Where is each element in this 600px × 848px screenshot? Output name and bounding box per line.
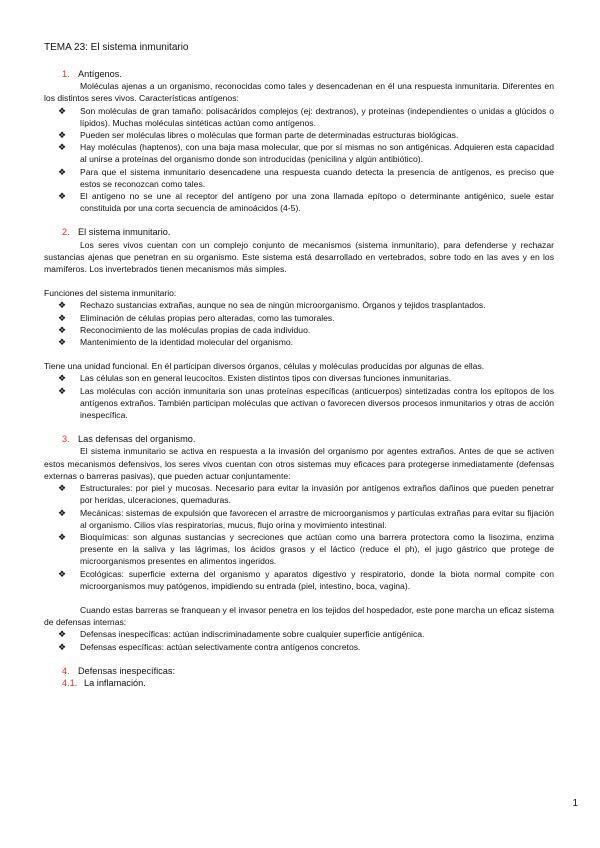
section-2-intro: Los seres vivos cuentan con un complejo conjunto de mecanismos (sistema inmunitario), para defenderse y rechazar sustancias ajenas que penetran en su organismo. Este sistema está desarrollado en vertebrados, sobre todo en las aves y en los mamíferos. Los invertebrados tienen mecanismos más simples. <box>44 239 554 275</box>
diamond-bullet-icon: ❖ <box>58 568 67 579</box>
section-number: 4. <box>62 665 70 676</box>
diamond-bullet-icon: ❖ <box>58 312 67 323</box>
diamond-bullet-icon: ❖ <box>58 629 67 640</box>
unidad-list <box>44 372 554 421</box>
section-4-heading <box>62 665 554 677</box>
funciones-list <box>44 299 554 348</box>
section-3-heading <box>62 433 554 445</box>
diamond-bullet-icon: ❖ <box>58 385 67 396</box>
list-item: ❖ Para que el sistema inmunitario desencadene una respuesta cuando detecta la presencia de antígenos, es preciso que estos se reconozcan como tales. <box>58 166 554 189</box>
diamond-bullet-icon: ❖ <box>58 641 67 652</box>
subsection-4-1-heading <box>62 677 554 689</box>
section-number: 2. <box>62 227 70 238</box>
document-title: TEMA 23: El sistema inmunitario <box>44 42 189 53</box>
section-title: Las defensas del organismo. <box>78 434 196 445</box>
section-3-outro: Cuando estas barreras se franquean y el invasor penetra en los tejidos del hospedador, este pone marcha un eficaz sistema de defensas internas: <box>44 604 554 628</box>
list-item: ❖ Defensas específicas: actúan selectivamente contra antígenos concretos. <box>58 641 361 652</box>
list-item: ❖ Hay moléculas (haptenos), con una baja masa molecular, que por sí mismas no son antigénicas. Adquieren esta capacidad al unirse a proteínas del organismo donde son introducidas (penicilina y algún antibiótico). <box>58 142 554 165</box>
section-1-intro: Moléculas ajenas a un organismo, reconocidas como tales y desencadenan en él una respuesta inmunitaria. Diferentes en los distintos seres vivos. Características antígenos: <box>44 81 554 104</box>
list-item: ❖ Estructurales: por piel y mucosas. Necesario para evitar la invasión por antígenos extraños dañinos que pueden penetrar por heridas, ulceraciones, quemaduras. <box>58 483 554 506</box>
section-number: 1. <box>62 69 70 79</box>
unidad-intro: Tiene una unidad funcional. En él participan diversos órganos, células y moléculas producidas por algunas de ellas. <box>44 361 485 372</box>
list-item: ❖ Bioquímicas: son algunas sustancias y secreciones que actúan como una barrera protectora como la lisozima, enzima presente en la saliva y las lágrimas, los ácidos grasos y el láctico (reduce el ph), el jugo gástrico que protege de microorganismos presentes en alimentos ingeridos. <box>58 531 554 567</box>
page-number: 1 <box>572 798 578 809</box>
list-item: ❖ Mecánicas: sistemas de expulsión que favorecen el arrastre de microorganismos y partículas extrañas para evitar su fijación al organismo. Cilios vías respiratorias, mucus, flujo orina y movimiento intestinal. <box>58 507 554 530</box>
diamond-bullet-icon: ❖ <box>58 300 67 311</box>
list-item: ❖ Las moléculas con acción inmunitaria son unas proteínas específicas (anticuerpos) sintetizadas contra los epítopos de los antígenos extraños. También participan moléculas que activan o favorecen diversos procesos inmunitarios y otras de acción inespecífica. <box>58 385 554 421</box>
diamond-bullet-icon: ❖ <box>58 105 67 116</box>
section-title: El sistema inmunitario. <box>78 227 171 238</box>
diamond-bullet-icon: ❖ <box>58 166 67 177</box>
section-1-list <box>44 105 554 215</box>
diamond-bullet-icon: ❖ <box>58 483 67 494</box>
section-2-heading <box>62 226 554 238</box>
list-item: ❖ El antígeno no se une al receptor del antígeno por una zona llamada epítopo o determinante antigénico, suele estar constituida por una corta secuencia de aminoácidos (4-5). <box>58 191 554 214</box>
diamond-bullet-icon: ❖ <box>58 507 67 518</box>
list-item: ❖ Eliminación de células propias pero alteradas, como las tumorales. <box>58 312 335 323</box>
section-1-heading <box>62 68 554 80</box>
diamond-bullet-icon: ❖ <box>58 531 67 542</box>
subsection-title: La inflamación. <box>84 677 146 688</box>
diamond-bullet-icon: ❖ <box>58 337 67 348</box>
section-3-list <box>44 482 554 592</box>
diamond-bullet-icon: ❖ <box>58 142 67 153</box>
diamond-bullet-icon: ❖ <box>58 130 67 141</box>
list-item: ❖ Defensas inespecíficas: actúan indiscriminadamente sobre cualquier superficie antigénica. <box>58 629 425 640</box>
diamond-bullet-icon: ❖ <box>58 324 67 335</box>
list-item: ❖ Ecológicas: superficie externa del organismo y aparatos digestivo y respiratorio, donde la biota normal compite con microorganismos muy patógenos, impidiendo su entrada (piel, intestino, boca, vagina). <box>58 568 554 591</box>
section-3-outro-list <box>44 628 554 652</box>
list-item: ❖ Las células son en general leucocitos. Existen distintos tipos con diversas funciones inmunitarias. <box>58 373 452 384</box>
funciones-heading: Funciones del sistema inmunitario: <box>44 288 177 299</box>
list-item: ❖ Pueden ser moléculas libres o moléculas que forman parte de determinadas estructuras biológicas. <box>58 130 459 141</box>
section-title: Antígenos. <box>78 69 122 79</box>
subsection-number: 4.1. <box>62 677 78 688</box>
document-body <box>44 68 554 689</box>
diamond-bullet-icon: ❖ <box>58 191 67 202</box>
list-item: ❖ Mantenimiento de la identidad molecular del organismo. <box>58 337 294 348</box>
section-number: 3. <box>62 434 70 445</box>
section-title: Defensas inespecíficas: <box>78 665 176 676</box>
section-3-intro: El sistema inmunitario se activa en respuesta a la invasión del organismo por agentes extraños. Antes de que se activen estos mecanismos defensivos, los seres vivos cuentan con otros sistemas muy eficaces para protegerse inmediatamente (defensas externas o barreras pasivas), que pueden actuar conjuntamente: <box>44 446 554 481</box>
diamond-bullet-icon: ❖ <box>58 373 67 384</box>
list-item: ❖ Reconocimiento de las moléculas propias de cada individuo. <box>58 324 311 335</box>
list-item: ❖ Son moléculas de gran tamaño: polisacáridos complejos (ej: dextranos), y proteínas (independientes o unidas a glúcidos o lípidos). Muchas moléculas sintéticas actúan como antígenos. <box>58 105 554 128</box>
list-item: ❖ Rechazo sustancias extrañas, aunque no sea de ningún microorganismo. Órganos y tejidos trasplantados. <box>58 300 486 311</box>
